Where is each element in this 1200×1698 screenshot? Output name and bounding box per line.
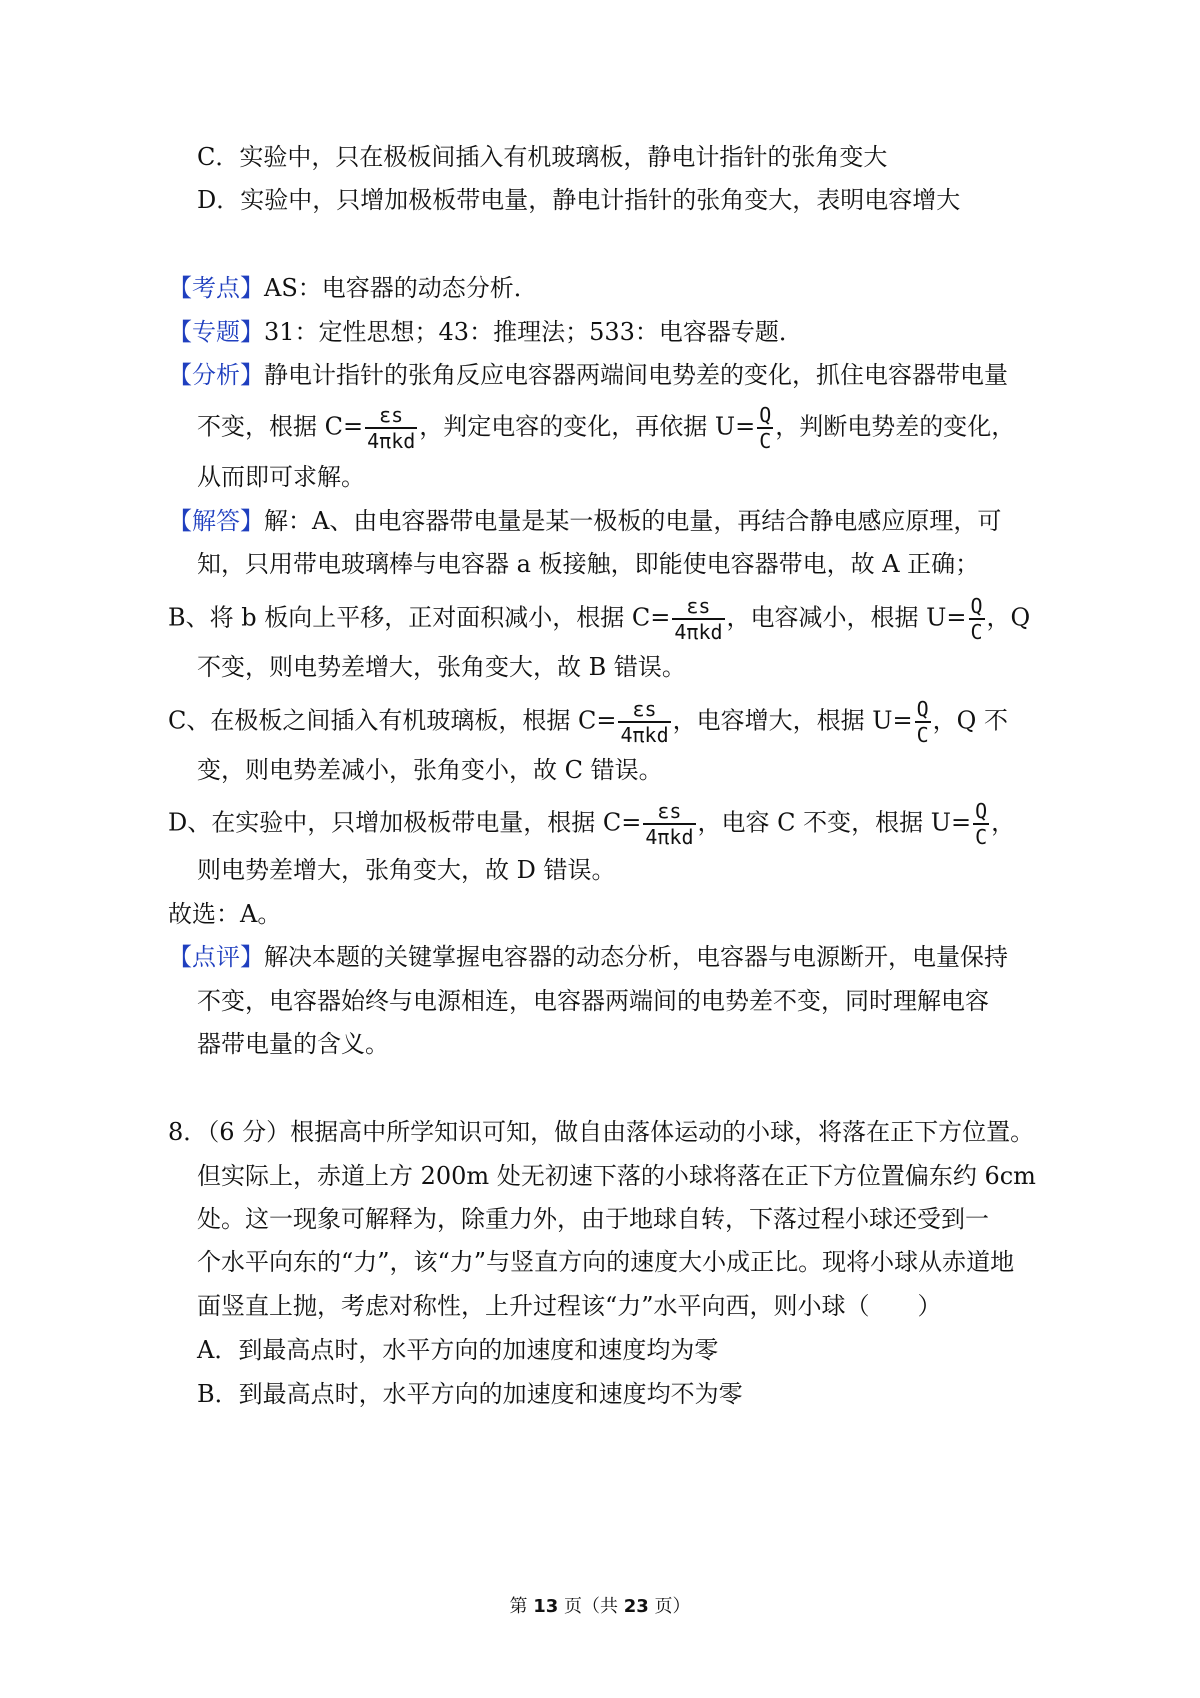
jieda-line2: 知，只用带电玻璃棒与电容器 a 板接触，即能使电容器带电，故 A 正确；	[197, 550, 980, 578]
frac-denominator: C	[759, 429, 772, 453]
jieda-c-line2: 变，则电势差减小，张角变小，故 C 错误。	[197, 756, 663, 784]
jieda-b-b: ，电容减小，根据 U=	[726, 603, 967, 632]
footer-pre: 第	[509, 1596, 534, 1617]
jieda-text-1: 解：A、由电容器带电量是某一极板的电量，再结合静电感应原理，可	[264, 507, 1002, 535]
question-8-option-a: A．到最高点时，水平方向的加速度和速度均为零	[197, 1336, 719, 1364]
jieda-c-c: ，Q 不	[932, 706, 1008, 735]
jieda-b-line2: 不变，则电势差增大，张角变大，故 B 错误。	[197, 653, 686, 681]
footer-post: 页）	[648, 1596, 691, 1617]
voltage-formula	[757, 405, 773, 451]
dianping-line2: 不变，电容器始终与电源相连，电容器两端间的电势差不变，同时理解电容	[197, 987, 989, 1015]
question-8-line3: 处。这一现象可解释为，除重力外，由于地球自转，下落过程小球还受到一	[197, 1205, 989, 1233]
voltage-formula	[915, 699, 931, 745]
voltage-formula	[969, 596, 985, 642]
jieda-tag: 【解答】	[168, 507, 264, 535]
frac-numerator: εs	[365, 405, 417, 429]
dianping-tag: 【点评】	[168, 943, 264, 971]
frac-denominator: C	[916, 723, 929, 747]
fenxi-text-1: 静电计指针的张角反应电容器两端间电势差的变化，抓住电容器带电量	[264, 361, 1008, 389]
fenxi-line3: 从而即可求解。	[197, 463, 365, 491]
fenxi-text-2a: 不变，根据 C=	[197, 412, 364, 441]
frac-numerator: Q	[916, 697, 929, 721]
capacitance-formula	[618, 699, 670, 745]
jieda-c-a: C、在极板之间插入有机玻璃板，根据 C=	[168, 706, 617, 735]
question-8-line1: 8．（6 分）根据高中所学知识可知，做自由落体运动的小球，将落在正下方位置。	[168, 1118, 1035, 1146]
capacitance-formula	[672, 596, 724, 642]
jieda-b-c: ，Q	[986, 603, 1031, 632]
answer-choice: 故选：A。	[168, 900, 282, 928]
jieda-b-line	[168, 596, 1030, 642]
dianping-text-1: 解决本题的关键掌握电容器的动态分析，电容器与电源断开，电量保持	[264, 943, 1008, 971]
frac-numerator: εs	[643, 801, 695, 825]
capacitance-formula	[365, 405, 417, 451]
question-8-option-b: B．到最高点时，水平方向的加速度和速度均不为零	[197, 1380, 743, 1408]
fenxi-line1	[168, 363, 1008, 387]
option-d-top: D．实验中，只增加极板带电量，静电计指针的张角变大，表明电容增大	[197, 186, 961, 214]
jieda-c-b: ，电容增大，根据 U=	[672, 706, 913, 735]
frac-numerator: Q	[759, 403, 772, 427]
jieda-c-line	[168, 699, 1008, 745]
frac-denominator: C	[975, 825, 988, 849]
frac-denominator: C	[970, 620, 983, 644]
frac-numerator: εs	[618, 699, 670, 723]
footer-page-number: 13	[533, 1596, 559, 1617]
page-footer	[0, 1592, 1200, 1618]
jieda-d-line	[168, 801, 1015, 847]
kaodian-line	[168, 276, 538, 300]
fenxi-text-2b: ，判定电容的变化，再依据 U=	[419, 412, 756, 441]
jieda-d-line2: 则电势差增大，张角变大，故 D 错误。	[197, 856, 616, 884]
zhuanti-line	[168, 320, 803, 344]
voltage-formula	[973, 801, 989, 847]
fenxi-text-2c: ，判断电势差的变化，	[775, 412, 1016, 441]
jieda-b-a: B、将 b 板向上平移，正对面积减小，根据 C=	[168, 603, 671, 632]
dianping-line3: 器带电量的含义。	[197, 1030, 389, 1058]
zhuanti-tag: 【专题】	[168, 318, 264, 346]
question-8-line2: 但实际上，赤道上方 200m 处无初速下落的小球将落在正下方位置偏东约 6cm	[197, 1162, 1036, 1190]
frac-denominator: 4πkd	[620, 723, 669, 747]
jieda-d-c: ，	[991, 808, 1016, 837]
question-8-line4: 个水平向东的“力”，该“力”与竖直方向的速度大小成正比。现将小球从赤道地	[197, 1248, 1015, 1276]
zhuanti-text: 31：定性思想；43：推理法；533：电容器专题．	[264, 318, 803, 346]
option-c-top: C．实验中，只在极板间插入有机玻璃板，静电计指针的张角变大	[197, 143, 888, 171]
frac-denominator: 4πkd	[367, 429, 416, 453]
jieda-d-b: ，电容 C 不变，根据 U=	[697, 808, 972, 837]
footer-mid: 页（共	[558, 1596, 624, 1617]
kaodian-text: AS：电容器的动态分析．	[264, 274, 538, 302]
frac-numerator: Q	[970, 594, 983, 618]
fenxi-line2	[197, 405, 1015, 451]
frac-numerator: εs	[672, 596, 724, 620]
frac-denominator: 4πkd	[674, 620, 723, 644]
capacitance-formula	[643, 801, 695, 847]
footer-total-pages: 23	[623, 1596, 649, 1617]
question-8-line5: 面竖直上抛，考虑对称性，上升过程该“力”水平向西，则小球（ ）	[197, 1292, 942, 1320]
fenxi-tag: 【分析】	[168, 361, 264, 389]
jieda-line1	[168, 509, 1001, 533]
jieda-d-a: D、在实验中，只增加极板带电量，根据 C=	[168, 808, 642, 837]
frac-numerator: Q	[975, 799, 988, 823]
frac-denominator: 4πkd	[645, 825, 694, 849]
kaodian-tag: 【考点】	[168, 274, 264, 302]
dianping-line1	[168, 945, 1008, 969]
